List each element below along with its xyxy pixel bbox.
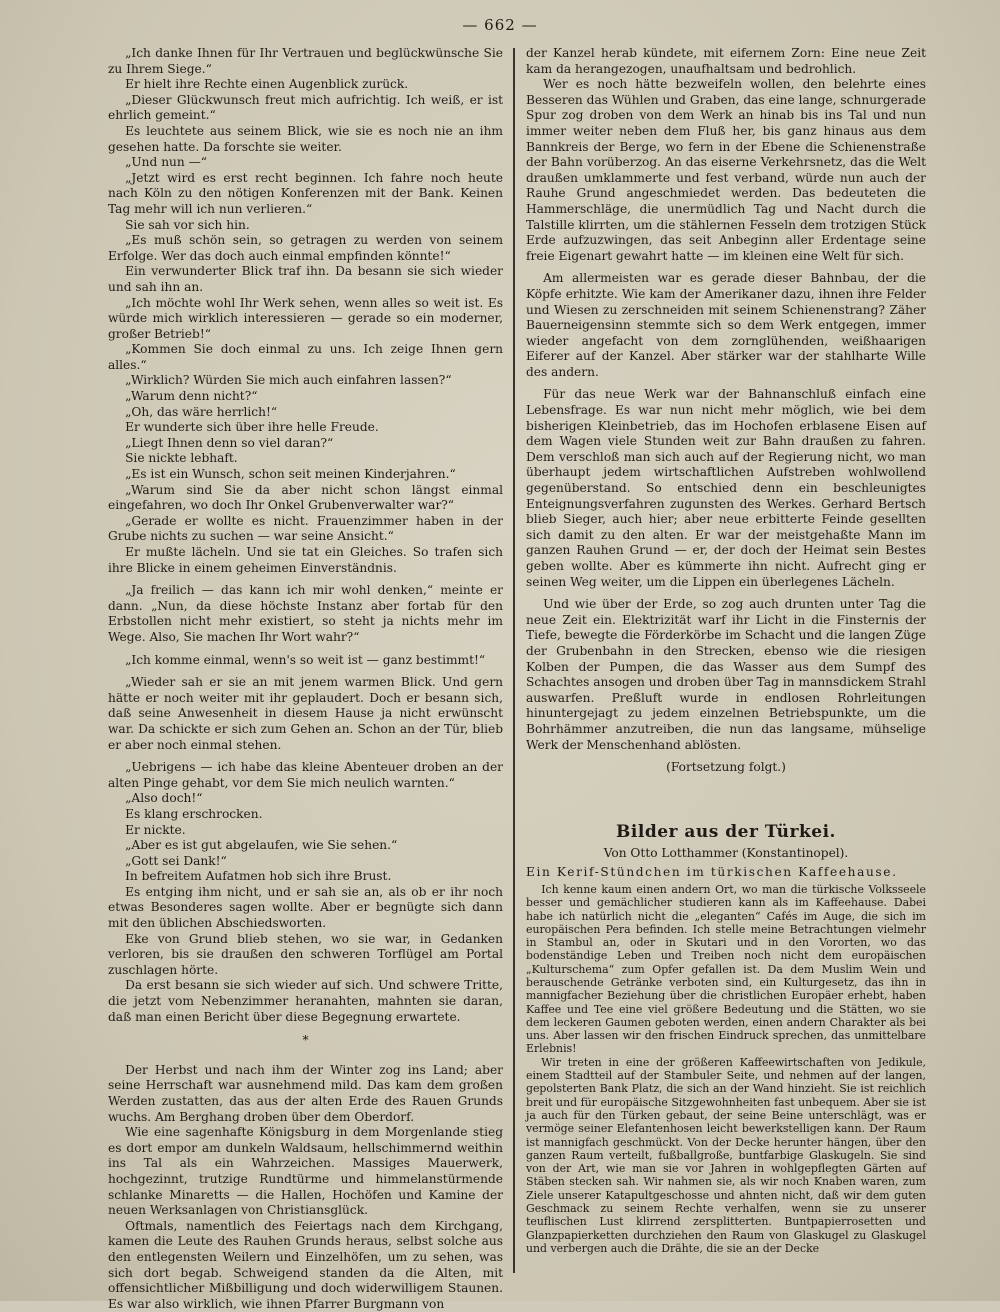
paragraph: „Wirklich? Würden Sie mich auch einfahren lassen?“ (125, 373, 452, 388)
paragraph: „Und nun —“ (125, 155, 208, 170)
paragraph: „Jetzt wird es erst recht beginnen. Ich fahre noch heute nach Köln zu den nötigen Konferenzen mit der Bank. Keinen Tag mehr will ich nun verlieren.“ (108, 170, 503, 216)
paragraph: „Gerade er wollte es nicht. Frauenzimmer haben in der Grube nichts zu suchen — war seine Ansicht.“ (108, 513, 503, 544)
continuation-note: (Fortsetzung folgt.) (666, 760, 786, 775)
paragraph: Er wunderte sich über ihre helle Freude. (125, 420, 379, 435)
right-column (526, 46, 926, 1269)
paragraph: Sie sah vor sich hin. (125, 217, 250, 232)
paragraph: Für das neue Werk war der Bahnanschluß einfach eine Lebensfrage. Es war nun nicht mehr möglich, wie bei dem bisherigen Kleinbetrieb, das im Hochofen erblasene Eisen auf dem Wagen viele Stunden weit zur Bahn draußen zu fahren. Dem verschloß man sich auch auf der Regierung nicht, wo man überhaupt jedem wirtschaftlichen Aufstreben wohlwollend gegenüberstand. So entschied denn ein beschleunigtes Enteignungsverfahren zugunsten des Werkes. Gerhard Bertsch blieb Sieger, auch hier; aber neue erbitterte Feinde gesellten sich damit zu den alten. Er war der meistgehaßte Mann im ganzen Rauhen Grund — er, der doch der Heimat sein Bestes geben wollte. Aber es kümmerte ihn nicht. Aufrecht ging er seinen Weg weiter, um die Lippen ein überlegenes Lächeln. (526, 387, 926, 589)
paragraph: „Dieser Glückwunsch freut mich aufrichtig. Ich weiß, er ist ehrlich gemeint.“ (108, 92, 503, 123)
paragraph: „Gott sei Dank!“ (125, 853, 227, 868)
paragraph: „Es ist ein Wunsch, schon seit meinen Kinderjahren.“ (125, 467, 456, 482)
article-title: Bilder aus der Türkei. (616, 821, 836, 842)
paragraph: Wie eine sagenhafte Königsburg in dem Morgenlande stieg es dort empor am dunkeln Waldsaum, hellschimmernd weithin ins Tal als ein Wahrzeichen. Massiges Mauerwerk, hochgezinnt, trutzige Rundtürme und himmelanstürmende schlanke Minaretts — die Hallen, Hochöfen und Kamine der neuen Werksanlagen von Christiansglück. (108, 1125, 503, 1218)
paragraph: „Kommen Sie doch einmal zu uns. Ich zeige Ihnen gern alles.“ (108, 342, 503, 372)
paragraph: In befreitem Aufatmen hob sich ihre Brust. (125, 869, 392, 884)
section-divider-star: * (302, 1033, 309, 1048)
paragraph: „Ja freilich — das kann ich mir wohl denken,“ meinte er dann. „Nun, da diese höchste Instanz aber fortab für den Erbstollen nicht mehr existiert, so steht ja nichts mehr im Wege. Also, Sie machen Ihr Wort wahr?“ (108, 583, 503, 644)
paragraph: Ein verwunderter Blick traf ihn. Da besann sie sich wieder und sah ihn an. (108, 264, 503, 294)
page-number: — 662 — (462, 16, 538, 34)
left-column (108, 46, 503, 1311)
paragraph: Oftmals, namentlich des Feiertags nach dem Kirchgang, kamen die Leute des Rauhen Grunds heraus, selbst solche aus den entlegensten Weilern und Einzelhöfen, um zu sehen, was sich dort begab. Schweigend standen da die Alten, mit offensichtlicher Mißbilligung und doch widerwilligem Staunen. Es war also wirklich, wie ihnen Pfarrer Burgmann von (108, 1218, 503, 1311)
paragraph: Er hielt ihre Rechte einen Augenblick zurück. (125, 77, 409, 92)
paragraph: „Also doch!“ (125, 791, 203, 806)
paragraph: „Es muß schön sein, so getragen zu werden von seinem Erfolge. Wer das doch auch einmal empfinden könnte!“ (108, 233, 503, 263)
paragraph: Ich kenne kaum einen andern Ort, wo man die türkische Volksseele besser und gemächlicher studieren kann als im Kaffeehause. Dabei habe ich natürlich nicht die „eleganten“ Cafés im Auge, die sich im europäischen Pera befinden. Ich stelle meine Betrachtungen vielmehr in Stambul an, oder in Skutari und in den Vororten, wo das bodenständige Leben und Treiben noch nicht dem europäischen „Kulturschema“ zum Opfer gefallen ist. Da dem Muslim Wein und berauschende Getränke verboten sind, ein Kulturgesetz, das ihn in mannigfacher Beziehung über die christlichen Europäer erhebt, haben Kaffee und Tee eine viel größere Bedeutung und die Stätten, wo sie dem leckeren Gaumen geboten werden, einen andern Charakter als bei uns. Aber lassen wir den frischen Eindruck sprechen, das unmittelbare Erlebnis! (526, 882, 926, 1056)
paragraph: „Warum sind Sie da aber nicht schon längst einmal eingefahren, wo doch Ihr Onkel Grubenverwalter war?“ (108, 482, 503, 513)
paragraph: „Warum denn nicht?“ (125, 389, 258, 404)
paragraph: „Oh, das wäre herrlich!“ (125, 404, 278, 419)
paragraph: Eke von Grund blieb stehen, wo sie war, in Gedanken verloren, bis sie draußen den schweren Torflügel am Portal zuschlagen hörte. (108, 931, 503, 977)
paragraph: Am allermeisten war es gerade dieser Bahnbau, der die Köpfe erhitzte. Wie kam der Amerikaner dazu, ihnen ihre Felder und Wiesen zu zerschneiden mit seinem Schienenstrang? Zäher Bauerneigensinn stemmte sich so dem Werk entgegen, immer wieder angefacht von dem zornglühenden, weißhaarigen Eiferer auf der Kanzel. Aber stärker war der stahlharte Wille des andern. (526, 271, 926, 379)
paragraph: der Kanzel herab kündete, mit eifernem Zorn: Eine neue Zeit kam da herangezogen, unaufhaltsam und bedrohlich. (526, 46, 926, 76)
paragraph: „Liegt Ihnen denn so viel daran?“ (125, 435, 334, 450)
paragraph: „Ich komme einmal, wenn's so weit ist — ganz bestimmt!“ (125, 652, 486, 667)
paragraph: „Aber es ist gut abgelaufen, wie Sie sehen.“ (125, 838, 398, 853)
paragraph: „Ich danke Ihnen für Ihr Vertrauen und beglückwünsche Sie zu Ihrem Siege.“ (108, 46, 503, 76)
paragraph: „Uebrigens — ich habe das kleine Abenteuer droben an der alten Pinge gehabt, vor dem Sie mich neulich warnten.“ (108, 760, 503, 790)
paragraph: Er mußte lächeln. Und sie tat ein Gleiches. So trafen sich ihre Blicke in einem geheimen Einverständnis. (108, 545, 503, 575)
paragraph: Es leuchtete aus seinem Blick, wie sie es noch nie an ihm gesehen hatte. Da forschte sie weiter. (108, 123, 503, 154)
column-divider (513, 48, 515, 1273)
paragraph: Der Herbst und nach ihm der Winter zog ins Land; aber seine Herrschaft war ausnehmend mild. Das kam dem großen Werden zustatten, das aus der alten Erde des Rauen Grunds wuchs. Am Berghang droben über dem Oberdorf. (108, 1062, 503, 1124)
article-subtitle: Ein Kerif-Stündchen im türkischen Kaffeehause. (526, 865, 898, 880)
paragraph: Es klang erschrocken. (125, 806, 263, 821)
paragraph: „Ich möchte wohl Ihr Werk sehen, wenn alles so weit ist. Es würde mich wirklich interessieren — gerade so ein moderner, großer Betrieb!“ (108, 295, 503, 341)
paragraph: Wir treten in eine der größeren Kaffeewirtschaften von Jedikule, einem Stadtteil auf der Stambuler Seite, und nehmen auf der langen, gepolsterten Bank Platz, die sich an der Wand hinzieht. Sie ist reichlich breit und für europäische Sitzgewohnheiten fast unbequem. Aber sie ist ja auch für den Türken gebaut, der seine Beine unterschlägt, was er vermöge seiner Elefantenhosen leicht bewerkstelligen kann. Der Raum ist mannigfach geschmückt. Von der Decke herunter hängen, über den ganzen Raum verteilt, fußballgroße, buntfarbige Glaskugeln. Sie sind von der Art, wie man sie vor Jahren in wohlgepflegten Gärten auf Stäben stecken sah. Wir nahmen sie, als wir noch Knaben waren, zum Ziele unserer Katapultgeschosse und ahnten nicht, daß wir dem guten Geschmack zu seinem Rechte verhalfen, wenn sie zu unserer teuflischen Lust klirrend zersplitterten. Buntpapierrosetten und Glanzpapierketten durchziehen den Raum von Glaskugel zu Glaskugel und verbergen auch die Drähte, die sie an der Decke (526, 1055, 926, 1255)
paragraph: Er nickte. (125, 822, 186, 837)
paragraph: Und wie über der Erde, so zog auch drunten unter Tag die neue Zeit ein. Elektrizität warf ihr Licht in die Finsternis der Tiefe, bewegte die Förderkörbe im Schacht und die langen Züge der Grubenbahn in den Strecken, ebenso wie die riesigen Kolben der Pumpen, die das Wasser aus dem Sumpf des Schachtes ansogen und droben über Tag in mannsdickem Strahl auswarfen. Preßluft wurde in endlosen Rohrleitungen hinuntergejagt zu jedem einzelnen Betriebspunkte, um die Bohrhämmer anzutreiben, die nun das langsame, mühselige Werk der Menschenhand ablösten. (526, 597, 926, 752)
paragraph: Sie nickte lebhaft. (125, 451, 238, 466)
paragraph: Da erst besann sie sich wieder auf sich. Und schwere Tritte, die jetzt vom Nebenzimmer heranahten, mahnten sie daran, daß man einen Bericht über diese Begegnung erwartete. (108, 978, 503, 1024)
article-byline: Von Otto Lotthammer (Konstantinopel). (603, 845, 849, 860)
paragraph: „Wieder sah er sie an mit jenem warmen Blick. Und gern hätte er noch weiter mit ihr geplaudert. Doch er besann sich, daß seine Anwesenheit in diesem Hause ja nicht erwünscht war. Da schickte er sich zum Gehen an. Schon an der Tür, blieb er aber noch einmal stehen. (108, 675, 503, 752)
paragraph: Wer es noch hätte bezweifeln wollen, den belehrte eines Besseren das Wühlen und Graben, das eine lange, schnurgerade Spur zog droben von dem Werk an hinab bis ins Tal und nun immer weiter neben dem Fluß her, bis ganz hinaus aus dem Bannkreis der Berge, wo fern in der Ebene die Schienenstraße der Bahn vorüberzog. An das eiserne Verkehrsnetz, das die Welt draußen umklammerte und fest verband, würde nun auch der Rauhe Grund angeschmiedet werden. Das bedeuteten die Hammerschläge, die unermüdlich Tag und Nacht durch die Talstille klirrten, um die stählernen Fesseln dem trotzigen Stück Erde aufzuzwingen, das seit Anbeginn aller Erdentage seine freie Eigenart gewahrt hatte — im kleinen eine Welt für sich. (526, 77, 926, 263)
paragraph: Es entging ihm nicht, und er sah sie an, als ob er ihr noch etwas Besonderes sagen wollte. Aber er begnügte sich dann mit den üblichen Abschiedsworten. (108, 884, 503, 931)
